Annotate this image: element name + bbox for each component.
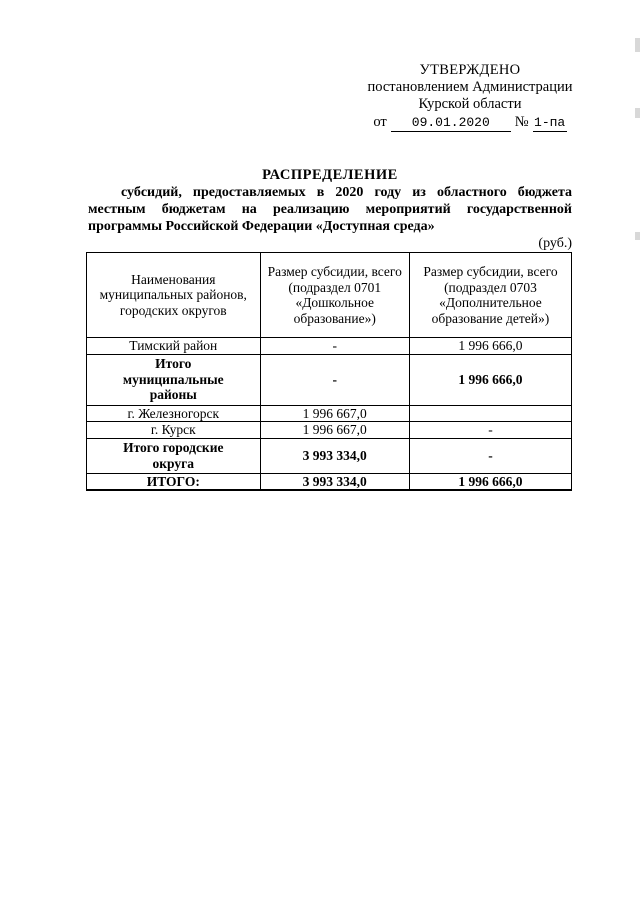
- row-preschool: -: [260, 338, 409, 355]
- row-name: [87, 438, 261, 473]
- row-name: ИТОГО:: [87, 473, 261, 490]
- table-row-total: [87, 473, 572, 490]
- header-preschool-subsidy: Размер субсидии, всего (подраздел 0701 «Дошкольное образование»): [260, 253, 409, 338]
- document-description: субсидий, предоставляемых в 2020 году из областного бюджета местным бюджетам на реализацию мероприятий государственной программы Российской Федерации «Доступная среда»: [88, 185, 572, 234]
- approval-number: 1-па: [534, 115, 566, 130]
- table-row: [87, 422, 572, 439]
- header-municipality: Наименования муниципальных районов, городских округов: [87, 253, 261, 338]
- document-title: РАСПРЕДЕЛЕНИЕ: [262, 167, 398, 183]
- row-preschool: 3 993 334,0: [260, 438, 409, 473]
- approval-date: 09.01.2020: [391, 114, 511, 132]
- row-name: г. Железногорск: [87, 405, 261, 422]
- table-row-subtotal: [87, 438, 572, 473]
- currency-unit: (руб.): [538, 236, 572, 251]
- row-preschool: 1 996 667,0: [260, 405, 409, 422]
- scan-edge-mark: [635, 108, 640, 118]
- scan-edge-mark: [635, 232, 640, 240]
- row-additional: 1 996 666,0: [409, 354, 571, 405]
- row-name: г. Курск: [87, 422, 261, 439]
- subtotal-label: Итого городские округа: [123, 440, 224, 471]
- row-additional: 1 996 666,0: [409, 473, 571, 490]
- row-additional: 1 996 666,0: [409, 338, 571, 355]
- row-preschool: 3 993 334,0: [260, 473, 409, 490]
- row-additional: [409, 405, 571, 422]
- approval-title: УТВЕРЖДЕНО: [419, 62, 521, 78]
- table-header-row: [87, 253, 572, 338]
- row-preschool: 1 996 667,0: [260, 422, 409, 439]
- row-additional: -: [409, 422, 571, 439]
- row-name: [87, 354, 261, 405]
- table-row: [87, 338, 572, 355]
- approval-line-2: Курской области: [418, 96, 522, 112]
- approval-date-line: [350, 114, 590, 132]
- row-name: Тимский район: [87, 338, 261, 355]
- number-label: №: [514, 114, 529, 130]
- table-row: [87, 405, 572, 422]
- row-additional: -: [409, 438, 571, 473]
- approval-block: [350, 62, 590, 132]
- document-heading: [88, 167, 572, 235]
- approval-line-1: постановлением Администрации: [367, 79, 573, 95]
- header-additional-subsidy: Размер субсидии, всего (подраздел 0703 «Дополнительное образование детей»): [409, 253, 571, 338]
- table-row-subtotal: [87, 354, 572, 405]
- subtotal-label: Итого муниципальные районы: [122, 356, 224, 403]
- from-label: от: [373, 114, 387, 130]
- row-preschool: -: [260, 354, 409, 405]
- distribution-table: [86, 252, 572, 491]
- scan-edge-mark: [635, 38, 640, 52]
